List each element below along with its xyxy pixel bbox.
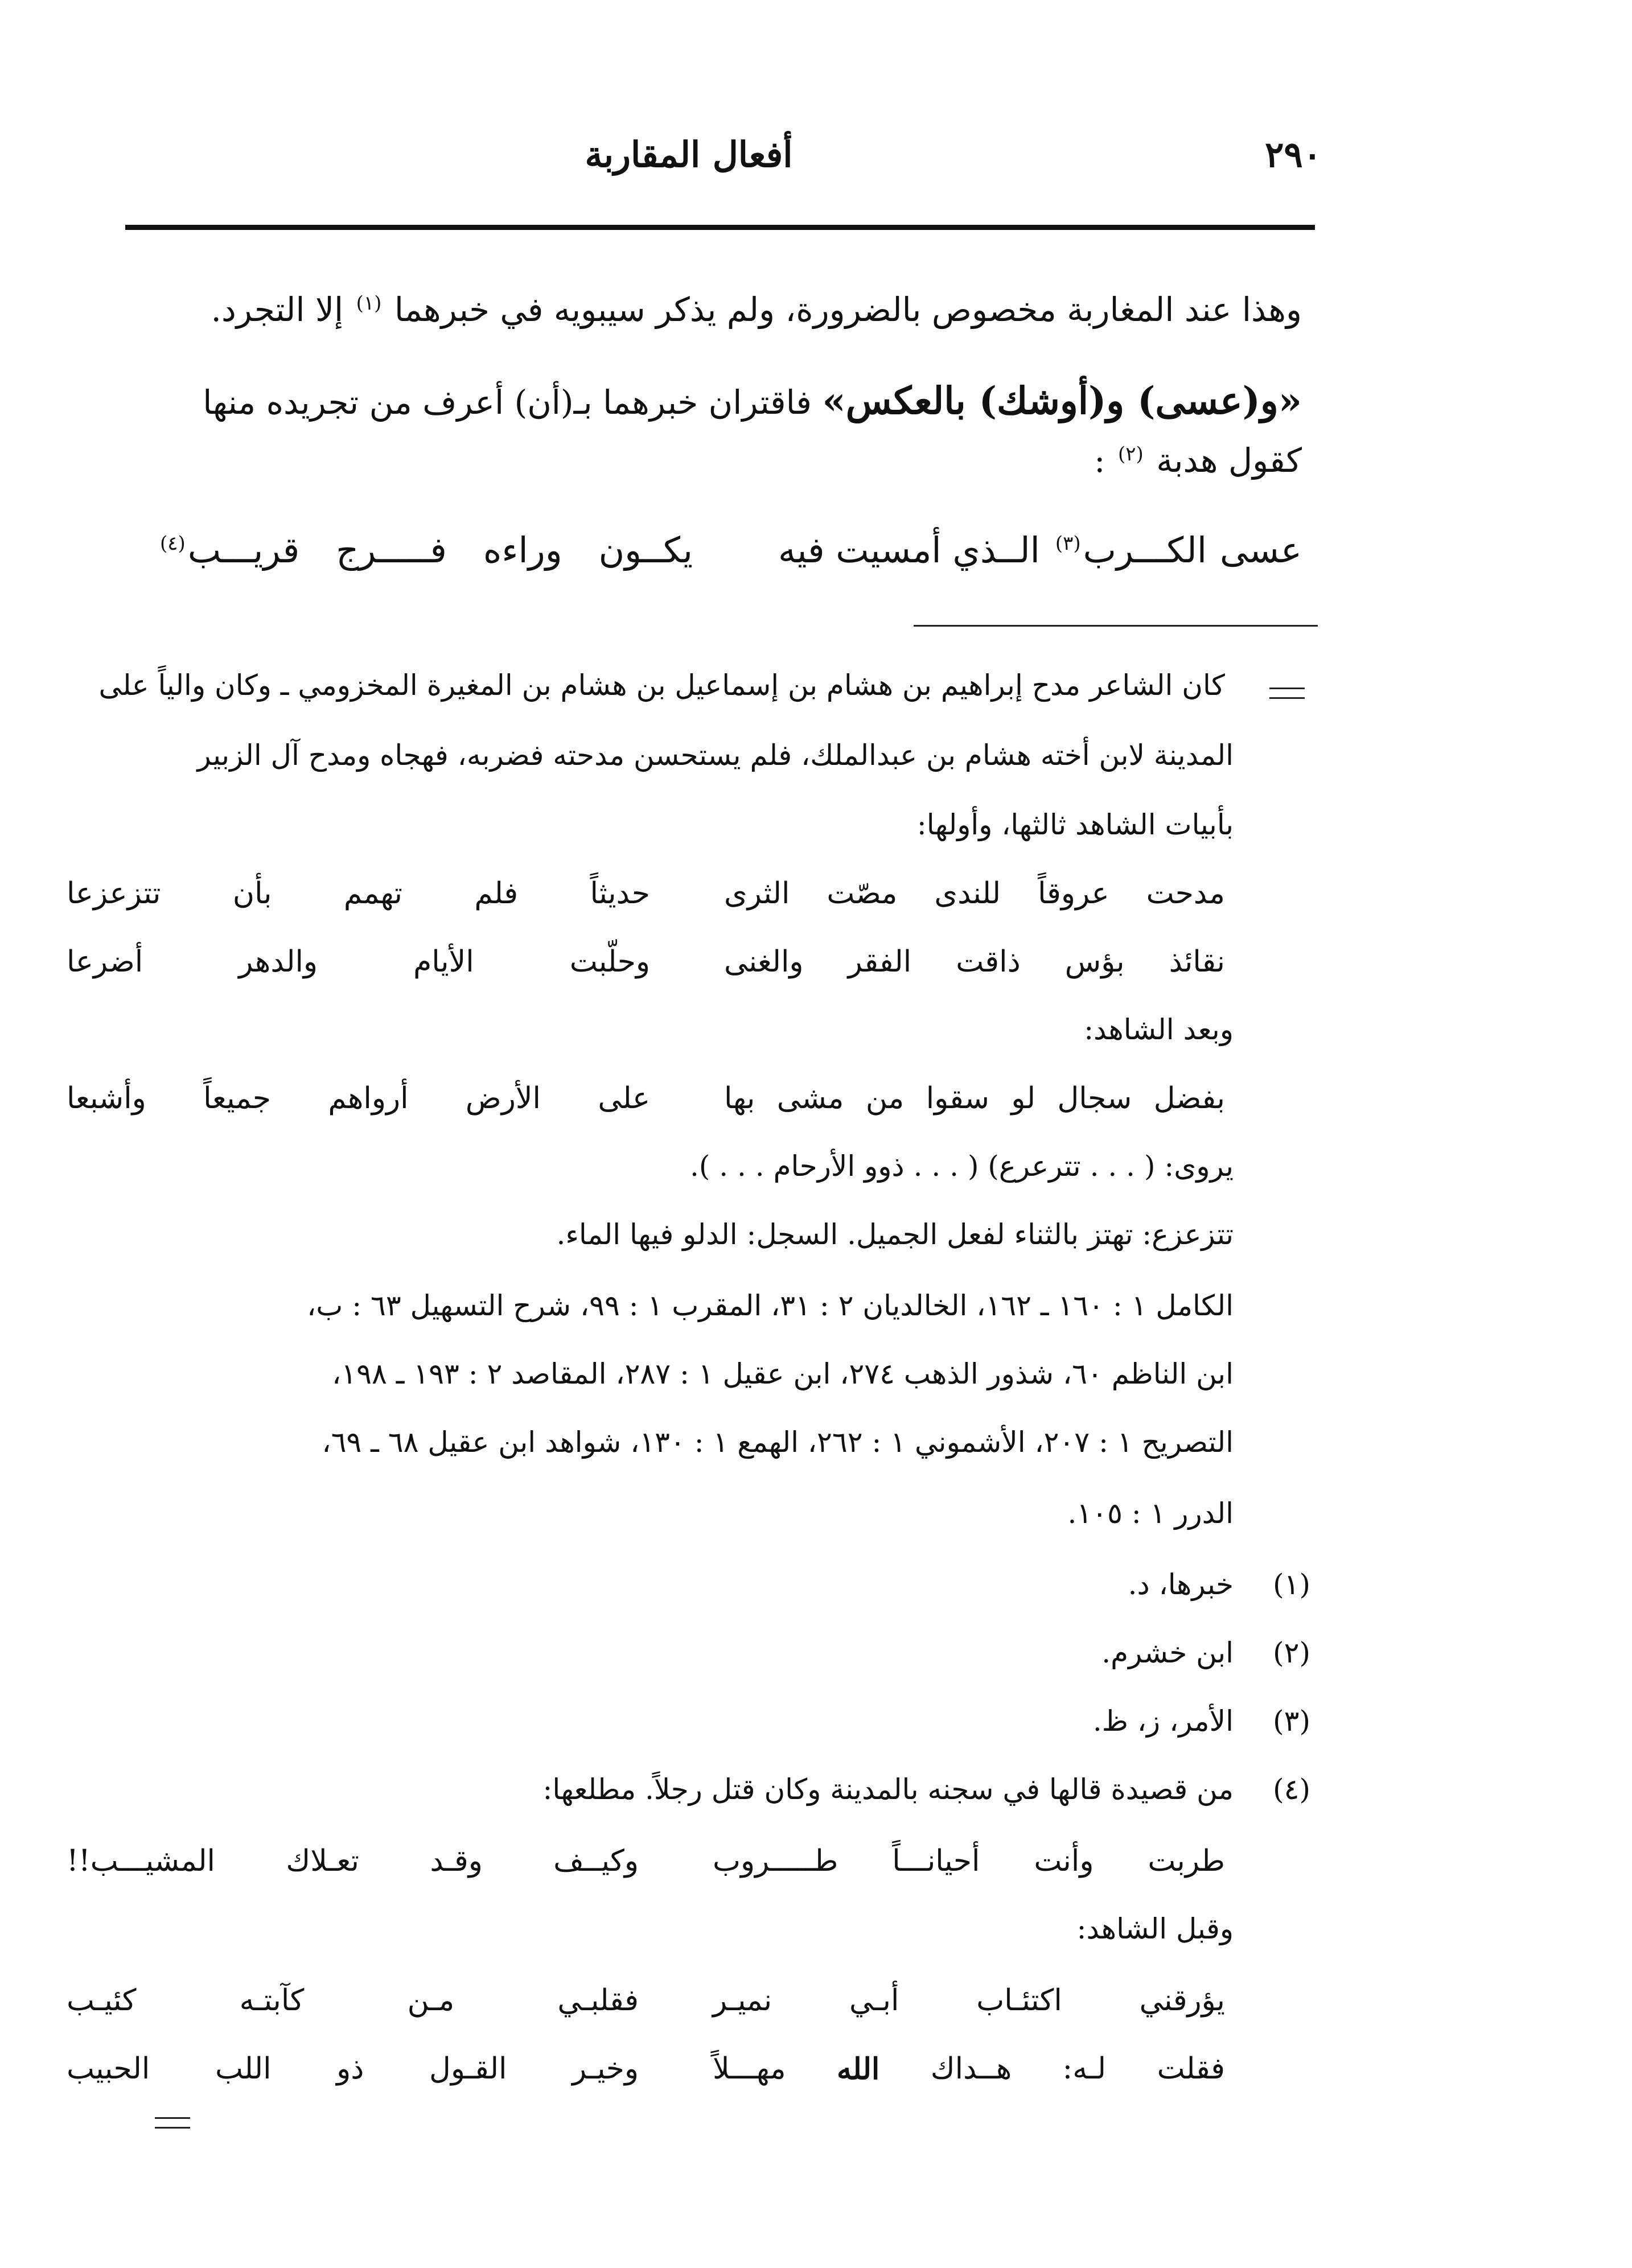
verse-word: وحلّبت xyxy=(569,945,650,979)
verse-gap xyxy=(650,945,724,979)
main-line-2-rest: فاقتران خبرهما بـ(أن) أعرف من تجريده منها xyxy=(203,383,812,422)
verse-gap xyxy=(639,1983,713,2018)
verse-word: تعـلاك xyxy=(286,1844,360,1878)
main-line-1-end: إلا التجرد. xyxy=(211,290,344,329)
main-line-3 xyxy=(1094,441,1302,480)
verse-word: فقلت xyxy=(1157,2052,1225,2086)
main-line-3-text: كقول هدبة xyxy=(1156,441,1302,480)
footnote-number: (٤) xyxy=(1273,1773,1310,1806)
verse-word: سجال xyxy=(1057,1081,1132,1116)
hemistich-right xyxy=(713,2052,1225,2086)
verse-word: الحبيب xyxy=(67,2052,150,2086)
commentary-p2: المدينة لابن أخته هشام بن عبدالملك، فلم يستحسن مدحته فضربه، فهجاه ومدح آل الزبير xyxy=(197,739,1234,772)
footnote-ref-1: (١) xyxy=(356,291,382,315)
continuation-mark xyxy=(1269,688,1305,699)
main-verse-left xyxy=(158,529,693,571)
commentary-p9: الدرر ١ : ١٠٥. xyxy=(1067,1497,1234,1530)
verse-word: لـه: xyxy=(1062,2052,1107,2086)
chapter-title: أفعال المقاربة xyxy=(585,134,793,175)
verse-word: مـن xyxy=(407,1983,455,2018)
commentary-verse-1 xyxy=(67,876,1225,911)
verse-word: حديثاً xyxy=(590,876,650,911)
hemistich-left xyxy=(67,945,650,979)
verse-gap xyxy=(650,876,724,911)
hemistich-left xyxy=(67,1844,639,1878)
verse-word: نقائذ xyxy=(1169,945,1225,979)
hemistich-right xyxy=(724,945,1225,979)
verse-word: مدحت xyxy=(1146,876,1225,911)
hemistich-right xyxy=(713,1983,1225,2018)
verse-word: وكيــف xyxy=(553,1844,639,1878)
commentary-verse-2 xyxy=(67,945,1225,979)
hemistich-left xyxy=(67,876,650,911)
verse-word: الأرض xyxy=(465,1081,541,1116)
verse-word: ذو xyxy=(336,2052,364,2086)
verse-word: المشيـــب!! xyxy=(67,1844,216,1878)
hemistich-right xyxy=(724,1081,1225,1116)
verse-word: والدهر xyxy=(239,945,318,979)
verse-gap xyxy=(650,1081,724,1116)
footnote-number: (١) xyxy=(1273,1568,1310,1601)
verse-word: أبـي xyxy=(849,1983,899,2018)
verse-gap xyxy=(693,529,778,571)
commentary-p4: يروى: ( . . . تترعرع) ( . . . ذوو الأرحام . . . ). xyxy=(689,1150,1234,1183)
hemistich-left xyxy=(67,1983,639,2018)
continuation-mark xyxy=(155,2117,190,2129)
verse-gap xyxy=(639,2052,713,2086)
commentary-verse-3 xyxy=(67,1081,1225,1116)
verse-word: وأنت xyxy=(1034,1844,1094,1878)
verse-word: الله xyxy=(836,2052,880,2086)
main-line-2 xyxy=(154,378,1302,423)
verse-word: فقلبـي xyxy=(557,1983,639,2018)
verse-word: هــداك xyxy=(930,2052,1012,2086)
hemistich-right xyxy=(724,876,1225,911)
verse-word: بها xyxy=(724,1081,755,1116)
verse-word: فـــــرج xyxy=(336,529,447,571)
footnote-text: الأمر، ز، ظ. xyxy=(1092,1705,1234,1738)
commentary-after-label: وبعد الشاهد: xyxy=(1084,1013,1234,1046)
main-line-1-text: وهذا عند المغاربة مخصوص بالضرورة، ولم يذكر سيبويه في خبرهما xyxy=(394,290,1302,329)
verse-word: سقوا xyxy=(926,1081,989,1116)
verse-word: فلم xyxy=(474,876,519,911)
commentary-p5: تتزعزع: تهتز بالثناء لفعل الجميل. السجل: الدلو فيها الماء. xyxy=(556,1218,1234,1251)
verse-word: يؤرقني xyxy=(1139,1983,1225,2018)
verse-word: من xyxy=(865,1081,905,1116)
verse-word: وخيـر xyxy=(572,2052,639,2086)
verse-gap xyxy=(639,1844,713,1878)
footnote-before-label: وقبل الشاهد: xyxy=(1076,1912,1234,1945)
verse-word: أحيانـــاً xyxy=(892,1844,980,1878)
main-verse xyxy=(158,529,1302,571)
main-line-3-end: : xyxy=(1094,441,1105,480)
verse-word: تهمم xyxy=(343,876,402,911)
verse-word: لو xyxy=(1011,1081,1036,1116)
verse-word: مهـــلاً xyxy=(713,2052,786,2086)
verse-word: للندى xyxy=(934,876,1001,911)
verse-word: الأيام xyxy=(413,945,474,979)
verse-word: مشى xyxy=(776,1081,844,1116)
verse-word: طربت xyxy=(1148,1844,1225,1878)
notes-separator xyxy=(914,625,1318,627)
verse-word-group: قريـــب(٤) xyxy=(160,529,300,571)
verse-word: وقـد xyxy=(430,1844,483,1878)
verse-word: تتزعزعا xyxy=(67,876,161,911)
verse-word: اللب xyxy=(215,2052,272,2086)
verse-word: يكــون xyxy=(598,529,693,571)
verse-word: اكتئـاب xyxy=(976,1983,1062,2018)
verse-word: الــذي أمسيت فيه xyxy=(778,529,1040,571)
hemistich-left xyxy=(67,1081,650,1116)
verse-word-group: الكـــرب(٣) xyxy=(1055,529,1207,571)
verse-word: الفقر xyxy=(848,945,912,979)
verse-word: الكـــرب xyxy=(1083,529,1207,571)
verse-word: القـول xyxy=(429,2052,507,2086)
footnote-number: (٢) xyxy=(1273,1636,1310,1669)
hemistich-right xyxy=(713,1844,1225,1878)
footnote-number: (٣) xyxy=(1273,1705,1310,1738)
verse-word: بأن xyxy=(232,876,272,911)
verse-word: عروقاً xyxy=(1038,876,1109,911)
verse-word: كآبتـه xyxy=(239,1983,305,2018)
verse-word: أرواهم xyxy=(328,1081,409,1116)
verse-word: والغنى xyxy=(724,945,804,979)
footnote-verse-2 xyxy=(67,1983,1225,2018)
main-verse-right xyxy=(778,529,1302,571)
verse-word: قريـــب xyxy=(187,529,300,571)
main-line-1 xyxy=(211,290,1302,329)
footnote-verse-1 xyxy=(67,1844,1225,1878)
verse-word: على xyxy=(598,1081,650,1116)
verse-word: الثرى xyxy=(724,876,790,911)
verse-word: وأشبعا xyxy=(67,1081,146,1116)
commentary-p7: ابن الناظم ٦٠، شذور الذهب ٢٧٤، ابن عقيل ١ : ٢٨٧، المقاصد ٢ : ١٩٣ ـ ١٩٨، xyxy=(332,1357,1234,1390)
footnote-text: من قصيدة قالها في سجنه بالمدينة وكان قتل رجلاً. مطلعها: xyxy=(542,1773,1234,1806)
commentary-p1: كان الشاعر مدح إبراهيم بن هشام بن إسماعيل بن هشام بن المغيرة المخزومي ـ وكان والياً على xyxy=(98,669,1225,702)
verse-word: طـــــروب xyxy=(713,1844,838,1878)
commentary-p8: التصريح ١ : ٢٠٧، الأشموني ١ : ٢٦٢، الهمع ١ : ١٣٠، شواهد ابن عقيل ٦٨ ـ ٦٩، xyxy=(322,1426,1234,1459)
verse-word: جميعاً xyxy=(203,1081,271,1116)
page-number: ٢٩٠ xyxy=(1265,134,1322,175)
commentary-p3: بأبيات الشاهد ثالثها، وأولها: xyxy=(916,808,1234,841)
footnote-verse-3 xyxy=(67,2052,1225,2086)
commentary-p6: الكامل ١ : ١٦٠ ـ ١٦٢، الخالديان ٢ : ٣١، المقرب ١ : ٩٩، شرح التسهيل ٦٣ : ب، xyxy=(307,1289,1234,1322)
verse-word: عسى xyxy=(1220,529,1302,571)
verse-word: مصّت xyxy=(827,876,898,911)
footnote-text: ابن خشرم. xyxy=(1101,1636,1234,1669)
verse-word: بفضل xyxy=(1153,1081,1225,1116)
verse-word: ذاقت xyxy=(956,945,1021,979)
verse-word: بؤس xyxy=(1064,945,1125,979)
verse-word: وراءه xyxy=(483,529,562,571)
main-line-2-bold: «و(عسى) و(أوشك) بالعكس» xyxy=(822,378,1302,423)
footnote-ref-2: (٢) xyxy=(1118,442,1144,466)
verse-word: كئيـب xyxy=(67,1983,137,2018)
footnote-text: خبرها، د. xyxy=(1128,1568,1234,1601)
verse-word: أضرعا xyxy=(67,945,143,979)
hemistich-left xyxy=(67,2052,639,2086)
verse-word: نميـر xyxy=(713,1983,772,2018)
header-rule xyxy=(125,225,1315,230)
